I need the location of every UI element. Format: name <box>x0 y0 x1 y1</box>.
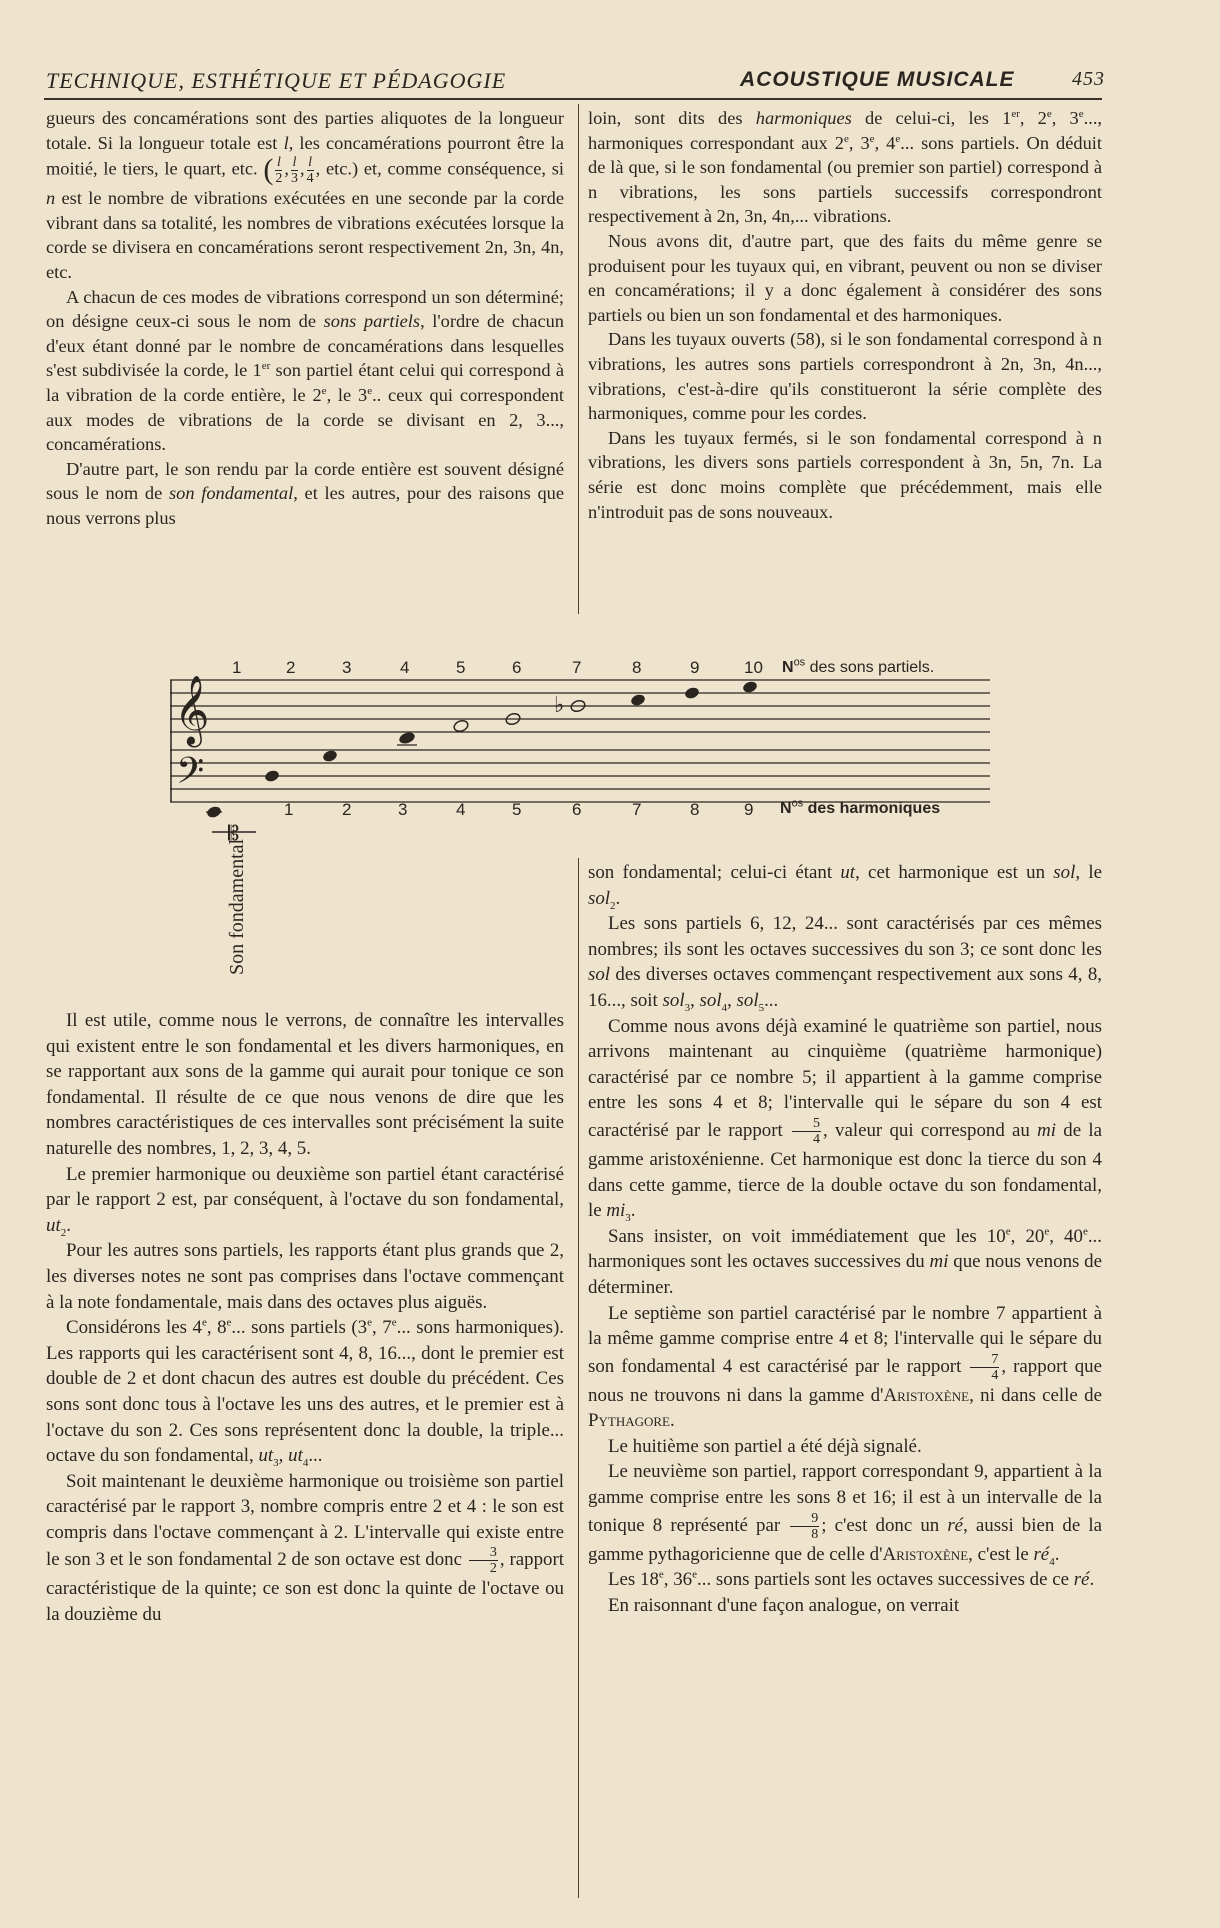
text: , <box>727 989 737 1011</box>
harmonic-number: 4 <box>456 800 466 819</box>
text: Comme nous avons déjà examiné le quatrième son partiel, nous arrivons maintenant au cinquième (quatrième harmonique) caractérisé par ce nombre 5; il appartient à la gamme comprise entre les sons 4 et 8; l'intervalle qui le sépare du son 4 est caractérisé par le rapport <box>588 1015 1102 1141</box>
denominator: 8 <box>811 1526 819 1542</box>
bass-clef-icon: 𝄢 <box>176 750 205 801</box>
treble-staff <box>170 680 990 732</box>
denominator: 4 <box>306 171 314 187</box>
text: N <box>780 800 792 817</box>
text: , rapport caractéristique de la quinte; ce son est donc la quinte de l'octave ou la douzième du <box>46 1549 565 1626</box>
text: ... sons partiels (3 <box>231 1317 368 1339</box>
text: Sans insister, on voit immédiatement que les 10 <box>608 1225 1006 1247</box>
text: , 3 <box>848 132 870 153</box>
paragraph: Il est utile, comme nous le verrons, de connaître les intervalles qui existent entre le son fondamental et les divers harmoniques, en se rapportant aux sons de la gamme qui aurait pour tonique ce son fondamental. Il résulte de ce que nous venons de dire que les nombres caractéristiques de ces intervalles sont précisément la suite naturelle des nombres, 1, 2, 3, 4, 5. <box>46 1010 564 1159</box>
text: Les 18 <box>608 1569 659 1591</box>
text: , le <box>1075 862 1102 883</box>
column-bottom-right <box>588 860 1102 1618</box>
text: e <box>367 1316 372 1329</box>
paragraph <box>588 1224 1102 1301</box>
treble-clef-icon: 𝄞 <box>174 675 210 745</box>
column-divider-bottom <box>578 858 579 1898</box>
text: ... sons partiels sont les octaves successives de ce <box>697 1569 1074 1591</box>
text: , l'ordre de chacun d'eux étant donné par le nombre de concamérations dans lesquelles s'est subdivisée la corde, le 1 <box>46 311 564 381</box>
partial-number: 6 <box>512 658 522 677</box>
text: que nous venons de déterminer. <box>588 1251 1103 1298</box>
fraction <box>469 1545 498 1576</box>
text: . <box>1054 1543 1060 1565</box>
note-4 <box>398 731 416 746</box>
denominator: 2 <box>489 1561 497 1577</box>
text: , 2 <box>1019 108 1047 128</box>
denominator: 3 <box>291 171 298 187</box>
text: , <box>278 1445 289 1467</box>
text: , etc.) et, comme conséquence, si <box>315 158 564 179</box>
text: des diverses octaves commençant respectivement aux sons 4, 8, 16..., soit <box>588 964 1102 1011</box>
text: ; c'est donc un <box>821 1514 948 1536</box>
text: e <box>658 1568 664 1581</box>
paragraph <box>588 1459 1102 1567</box>
partial-number: 2 <box>286 658 296 677</box>
text: mi <box>1037 1119 1057 1141</box>
text: sol <box>736 989 759 1011</box>
text: , valeur qui correspond au <box>823 1119 1038 1141</box>
text: e <box>869 132 875 145</box>
text: , 8 <box>206 1317 227 1339</box>
text: , cet harmonique est un <box>855 862 1054 883</box>
text: son fondamental; celui-ci étant <box>588 862 841 883</box>
text: ... <box>764 989 779 1011</box>
paragraph <box>46 457 564 531</box>
text: . <box>66 1214 71 1236</box>
text: sol <box>699 989 722 1011</box>
paragraph: En raisonnant d'une façon analogue, on verrait <box>608 1594 960 1616</box>
text: ut <box>288 1445 303 1467</box>
text: sol <box>588 964 611 986</box>
text: Aristoxène <box>882 1543 969 1565</box>
note-9 <box>684 686 701 700</box>
text: Considérons les 4 <box>66 1317 202 1339</box>
text: er <box>261 360 271 373</box>
partial-number: 3 <box>342 658 352 677</box>
partial-number: 4 <box>400 658 410 677</box>
note-10 <box>742 680 759 694</box>
text: , <box>690 989 700 1011</box>
harmonic-number: 8 <box>690 800 700 819</box>
partial-number: 8 <box>632 658 642 677</box>
running-header-title: ACOUSTIQUE MUSICALE <box>740 68 1015 91</box>
text: ... <box>308 1445 323 1467</box>
text: Pythagore <box>588 1410 670 1432</box>
text: , les concamérations pourront être la moitié, le tiers, le quart, etc. <box>46 132 564 179</box>
text: ré <box>947 1514 964 1536</box>
harmonic-number: 3 <box>398 800 408 819</box>
text: sol <box>1053 862 1076 883</box>
text: 3 <box>625 1211 631 1224</box>
numerator: l <box>292 155 297 171</box>
text: e <box>391 1316 397 1329</box>
running-header-left: TECHNIQUE, ESTHÉTIQUE ET PÉDAGOGIE <box>46 68 507 93</box>
paragraph: gueurs des concamérations sont des parties aliquotes de la longueur totale. Si la longueur totale est l, les concamérations pourront être la moitié, le tiers, le quart, etc. ( $\frac{l}{2}$ , $\frac{l}{3}$ , $\frac{l}{4}$ , etc.) et, comme conséquence, si n est le nombre de vibrations exécutées en une seconde par la corde vibrant dans sa totalité, les nombres de vibrations exécutées lorsque la corde se divisera en concamérations seront respectivement 2n, 3n, 4n, etc. <box>46 108 564 282</box>
text: e <box>895 132 901 145</box>
text: l <box>283 132 289 153</box>
fraction <box>970 1352 999 1383</box>
text: , 20 <box>1010 1225 1045 1247</box>
note-2 <box>264 769 281 783</box>
harmonic-number: 5 <box>512 800 522 819</box>
harmonics-caption <box>780 797 941 818</box>
paragraph <box>588 1301 1102 1434</box>
paragraph <box>588 1567 1102 1593</box>
paragraph <box>588 911 1102 1013</box>
text: , le 3 <box>326 384 368 405</box>
note-3 <box>322 749 339 763</box>
text: os <box>793 656 806 669</box>
text: mi <box>606 1200 626 1222</box>
column-top-right <box>588 106 1102 524</box>
text: .. ceux qui correspondent aux modes de vibrations de la corde se divisant en 2, 3..., concamérations. <box>46 384 564 455</box>
text: e <box>367 384 373 397</box>
paragraph: Nous avons dit, d'autre part, que des faits du même genre se produisent pour les tuyaux qui, en vibrant, peuvent ou non se diviser en concamérations; il y a donc également à considérer des sons partiels ou bien un son fondamental et des harmoniques. <box>588 230 1102 325</box>
text: , et les autres, pour des raisons que nous verrons plus <box>46 483 565 528</box>
text: , 36 <box>663 1569 693 1591</box>
numerator: 7 <box>970 1352 999 1368</box>
text: Le premier harmonique ou deuxième son partiel étant caractérisé par le rapport 2 est, par conséquent, à l'octave du son fondamental, <box>46 1163 564 1211</box>
text: Les sons partiels 6, 12, 24... sont caractérisés par ces mêmes nombres; ils sont les octaves successives du son 3; ce sont donc les <box>588 913 1102 960</box>
paragraph: Dans les tuyaux ouverts (58), si le son fondamental correspond à n vibrations, les autres sons partiels correspondront à 2n, 3n, 4n..., vibrations, c'est-à-dire qu'ils constitueront la série complète des harmoniques, comme pour les cordes. <box>588 329 1102 424</box>
text: N <box>782 659 794 676</box>
denominator: 4 <box>991 1367 999 1383</box>
denominator: 4 <box>813 1131 821 1147</box>
partial-number: 5 <box>456 658 466 677</box>
text: , aussi bien de la gamme pythagoricienne que de celle d' <box>588 1514 1102 1565</box>
column-top-left <box>46 106 564 531</box>
note-5 <box>453 719 470 733</box>
column-divider-top <box>578 104 579 614</box>
partial-number: 1 <box>232 658 242 677</box>
text: de celui-ci, les 1 <box>851 108 1012 128</box>
text: e <box>692 1568 698 1581</box>
text: 5 <box>758 1001 765 1014</box>
text: loin, sont dits des <box>588 108 756 128</box>
text: 3 <box>273 1456 279 1469</box>
text: , ni dans celle de <box>969 1384 1102 1406</box>
fraction <box>275 155 282 186</box>
text: , 3 <box>1051 108 1079 128</box>
partial-number: 10 <box>744 658 763 677</box>
text: 4 <box>1049 1555 1055 1568</box>
text: Aristoxène <box>883 1384 970 1406</box>
text: e <box>843 132 849 145</box>
text: e <box>1078 107 1084 120</box>
text: e <box>1044 1225 1050 1238</box>
text: Le septième son partiel caractérisé par le nombre 7 appartient à la même gamme comprise entre 4 et 8; l'intervalle qui le sépare du son fondamental 4 est caractérisé par le rapport <box>588 1302 1102 1377</box>
text: de la gamme aristoxénienne. Cet harmonique est donc la tierce du son 4 dans cette gamme, tierce de la double octave du son fondamental, le <box>588 1119 1102 1222</box>
numerator: 9 <box>790 1511 819 1527</box>
text: 3 <box>684 1001 691 1014</box>
text: 4 <box>721 1001 728 1014</box>
text: , 7 <box>372 1317 392 1339</box>
fraction <box>307 155 314 186</box>
text: . <box>630 1200 636 1222</box>
text: e <box>1005 1225 1011 1238</box>
text: sol <box>588 887 611 909</box>
text: est le nombre de vibrations exécutées en une seconde par la corde vibrant dans sa totalité, les nombres de vibrations exécutées lorsque la corde se divisera en concamérations seront respectivement 2n, 3n, 4n, etc. <box>46 188 564 282</box>
text: harmoniques <box>755 108 852 128</box>
text: Soit maintenant le deuxième harmonique ou troisième son partiel caractérisé par le rapport 3, nombre compris entre 2 et 4 : le son est compris dans l'octave commençant à 2. L'intervalle qui existe entre le son 3 et le son fondamental 2 de son octave est donc <box>46 1470 564 1571</box>
paragraph <box>588 1014 1102 1224</box>
paragraph: Pour les autres sons partiels, les rapports étant plus grands que 2, les diverses notes ne sont pas comprises dans l'octave commençant à la note fondamentale, mais dans des octaves plus aiguës. <box>46 1240 564 1313</box>
text: os <box>791 797 804 810</box>
fraction <box>790 1511 819 1542</box>
text: sol <box>662 989 685 1011</box>
paragraph <box>46 1315 564 1469</box>
harmonic-number: 1 <box>284 800 294 819</box>
numerator: l <box>308 155 313 171</box>
text: ré <box>1073 1569 1090 1591</box>
text: ... sons partiels. On déduit de là que, si le son fondamental (ou premier son partiel) correspond à n vibrations, les sons partiels successifs correspondront respectivement à 2n, 3n, 4n,... vibrations. <box>588 132 1102 227</box>
text: , 4 <box>874 132 896 153</box>
partials-caption <box>782 656 935 677</box>
text: ré <box>1033 1543 1050 1565</box>
text: . <box>1089 1569 1095 1591</box>
text: ... harmoniques sont les octaves successives du <box>588 1225 1102 1273</box>
fraction <box>792 1116 821 1147</box>
text: n <box>46 188 56 209</box>
bass-staff <box>170 750 990 802</box>
text: , rapport que nous ne trouvons ni dans la gamme d' <box>588 1355 1102 1406</box>
text: gueurs des concamérations sont des parties aliquotes de la longueur totale. Si la longueur totale est <box>46 108 564 153</box>
flat-icon: ♭ <box>554 693 565 718</box>
paragraph <box>46 1162 564 1239</box>
text: e <box>1082 1225 1088 1238</box>
text: sons partiels <box>323 311 421 332</box>
text: e <box>201 1316 207 1329</box>
numerator: 3 <box>469 1545 498 1561</box>
harmonic-number: 6 <box>572 800 582 819</box>
text: ... sons harmoniques). Les rapports qui les caractérisent sont 4, 8, 16..., dont le premier est double de 2 et dont chacun des autres est double du précédent. Ces sons sont donc tous à l'octave les uns des autres, et le premier est à l'octave du son 2. Ces sons représentent donc la double, la triple... octave du son fondamental, <box>46 1317 564 1467</box>
text: ut <box>46 1214 61 1236</box>
fundamental-marker-icon: 𝄡 <box>228 821 240 845</box>
denominator: 2 <box>275 171 283 187</box>
text: e <box>321 384 327 397</box>
header-rule <box>44 98 1102 100</box>
text: ..., harmoniques correspondant aux 2 <box>588 108 1103 153</box>
text: A chacun de ces modes de vibrations correspond un son déterminé; on désigne ceux-ci sous le nom de <box>46 286 564 332</box>
harmonic-number: 9 <box>744 800 754 819</box>
text: D'autre part, le son rendu par la corde entière est souvent désigné sous le nom de <box>46 458 564 504</box>
text: Le neuvième son partiel, rapport correspondant 9, appartient à la gamme comprise entre les sons 8 et 16; il est à un intervalle de la tonique 8 représenté par <box>588 1461 1102 1536</box>
fundamental-label: Son fondamental <box>226 838 248 975</box>
text: son fondamental <box>168 483 294 504</box>
text: des harmoniques <box>803 800 941 817</box>
text: ut <box>840 862 856 883</box>
column-bottom-left <box>46 1008 564 1628</box>
paragraph: Dans les tuyaux fermés, si le son fondamental correspond à n vibrations, les divers sons partiels correspondent à 3n, 5n, 7n. La série est donc moins complète que précédemment, mais elle n'introduit pas de sons nouveaux. <box>588 427 1102 522</box>
text: 4 <box>302 1456 309 1469</box>
text: mi <box>929 1251 949 1273</box>
text: , c'est le <box>968 1543 1034 1565</box>
paragraph <box>588 106 1102 229</box>
text: des sons partiels. <box>805 659 935 676</box>
fraction <box>291 155 298 186</box>
note-8 <box>630 693 647 707</box>
partial-number: 7 <box>572 658 582 677</box>
text: . <box>670 1410 675 1432</box>
text: e <box>226 1316 232 1329</box>
numerator: 5 <box>792 1116 821 1132</box>
text: er <box>1011 107 1020 120</box>
partial-number: 9 <box>690 658 700 677</box>
paragraph <box>46 1469 564 1628</box>
text: 2 <box>60 1226 67 1239</box>
paragraph: Le huitième son partiel a été déjà signalé. <box>608 1435 922 1457</box>
text: ut <box>258 1445 274 1467</box>
text: son partiel étant celui qui correspond à la vibration de la corde entière, le 2 <box>46 360 564 405</box>
text: , 40 <box>1049 1225 1083 1247</box>
harmonic-number: 7 <box>632 800 642 819</box>
numerator: l <box>276 155 281 171</box>
text: e <box>1046 107 1052 120</box>
text: 2 <box>610 899 616 912</box>
paragraph <box>588 860 1102 911</box>
text: . <box>615 887 621 909</box>
paragraph <box>46 285 564 457</box>
page-number: 453 <box>1072 68 1105 90</box>
text: ( <box>263 153 274 187</box>
harmonic-number: 2 <box>342 800 352 819</box>
